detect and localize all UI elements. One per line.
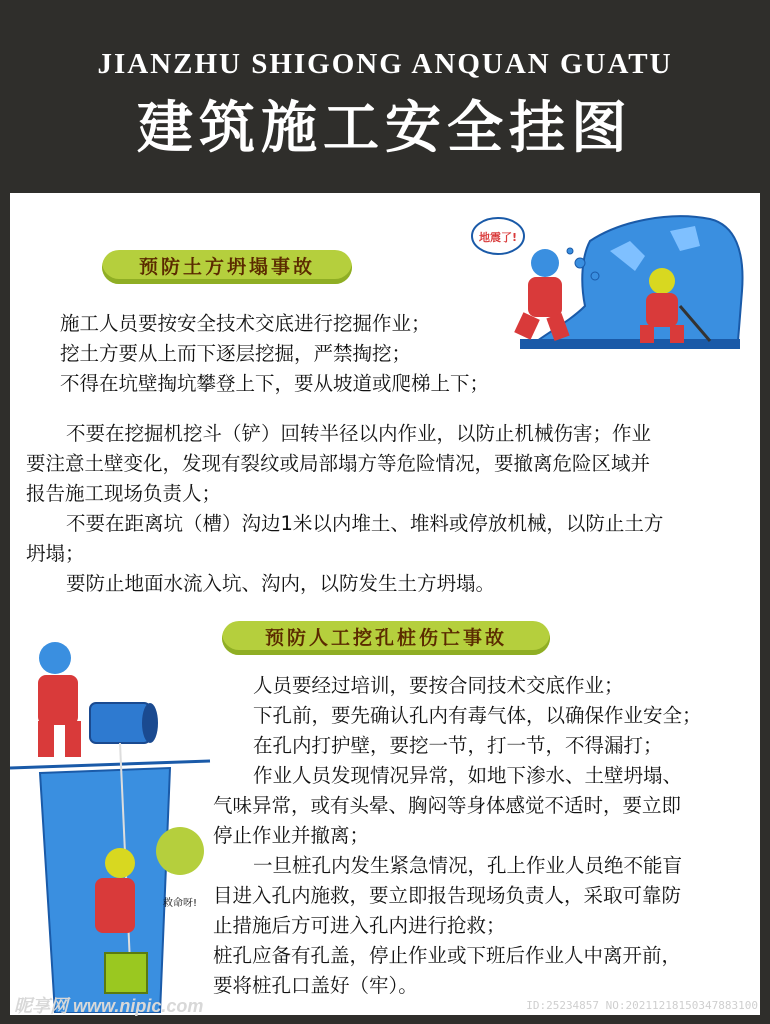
page-title: 建筑施工安全挂图 bbox=[137, 96, 633, 161]
bubble-text-2: 救命呀! bbox=[162, 898, 198, 909]
section1-heading: 预防土方坍塌事故 bbox=[102, 250, 352, 284]
para-line: 停止作业并撤离； bbox=[213, 824, 370, 847]
para-line: 一旦桩孔内发生紧急情况，孔上作业人员绝不能盲 bbox=[253, 854, 683, 877]
worker-figure-top bbox=[38, 642, 81, 757]
section1-paragraph bbox=[26, 419, 756, 599]
header bbox=[0, 0, 770, 192]
para-line: 下孔前，要先确认孔内有毒气体，以确保作业安全； bbox=[253, 704, 702, 727]
speech-bubble-1 bbox=[472, 218, 524, 254]
para-line: 不要在距离坑（槽）沟边1米以内堆土、堆料或停放机械，以防止土方 bbox=[66, 512, 664, 535]
worker-figure-1 bbox=[514, 249, 569, 341]
para-line: 坍塌； bbox=[26, 542, 85, 565]
para-line: 人员要经过培训，要按合同技术交底作业； bbox=[253, 674, 624, 697]
para-line: 要注意土壁变化，发现有裂纹或局部塌方等危险情况，要撤离危险区域并 bbox=[26, 452, 651, 475]
section1-line: 不得在坑壁掏坑攀登上下，要从坡道或爬梯上下； bbox=[60, 372, 490, 395]
pile-hole-illustration bbox=[10, 633, 215, 1013]
watermark-logo: 昵享网 www.nipic.com bbox=[14, 996, 204, 1016]
para-line: 要防止地面水流入坑、沟内，以防发生土方坍塌。 bbox=[66, 572, 496, 595]
para-line: 要将桩孔口盖好（牢）。 bbox=[213, 974, 418, 997]
winch-icon bbox=[90, 703, 158, 743]
section2-heading: 预防人工挖孔桩伤亡事故 bbox=[222, 621, 550, 655]
para-line: 桩孔应备有孔盖，停止作业或下班后作业人中离开前， bbox=[213, 944, 682, 967]
para-line: 在孔内打护壁，要挖一节，打一节，不得漏打； bbox=[253, 734, 663, 757]
section1-line: 施工人员要按安全技术交底进行挖掘作业； bbox=[60, 312, 431, 335]
para-line: 气味异常，或有头晕、胸闷等身体感觉不适时，要立即 bbox=[213, 794, 682, 817]
para-line: 不要在挖掘机挖斗（铲）回转半径以内作业，以防止机械伤害；作业 bbox=[66, 422, 652, 445]
earth-collapse-illustration bbox=[470, 211, 748, 351]
section1-line: 挖土方要从上而下逐层挖掘，严禁掏挖； bbox=[60, 342, 412, 365]
section1-lines bbox=[60, 309, 489, 399]
para-line: 止措施后方可进入孔内进行抢救； bbox=[213, 914, 506, 937]
watermark-id: ID:25234857 NO:20211218150347883100 bbox=[526, 999, 758, 1012]
para-line: 报告施工现场负责人； bbox=[26, 482, 222, 505]
content-panel bbox=[10, 193, 760, 1015]
para-line: 作业人员发现情况异常，如地下渗水、土壁坍塌、 bbox=[253, 764, 683, 787]
pinyin-title: JIANZHU SHIGONG ANQUAN GUATU bbox=[97, 48, 673, 80]
section2-paragraph bbox=[213, 671, 758, 1001]
bubble-text-1: 地震了! bbox=[478, 231, 518, 244]
para-line: 目进入孔内施救，要立即报告现场负责人，采取可靠防 bbox=[213, 884, 682, 907]
